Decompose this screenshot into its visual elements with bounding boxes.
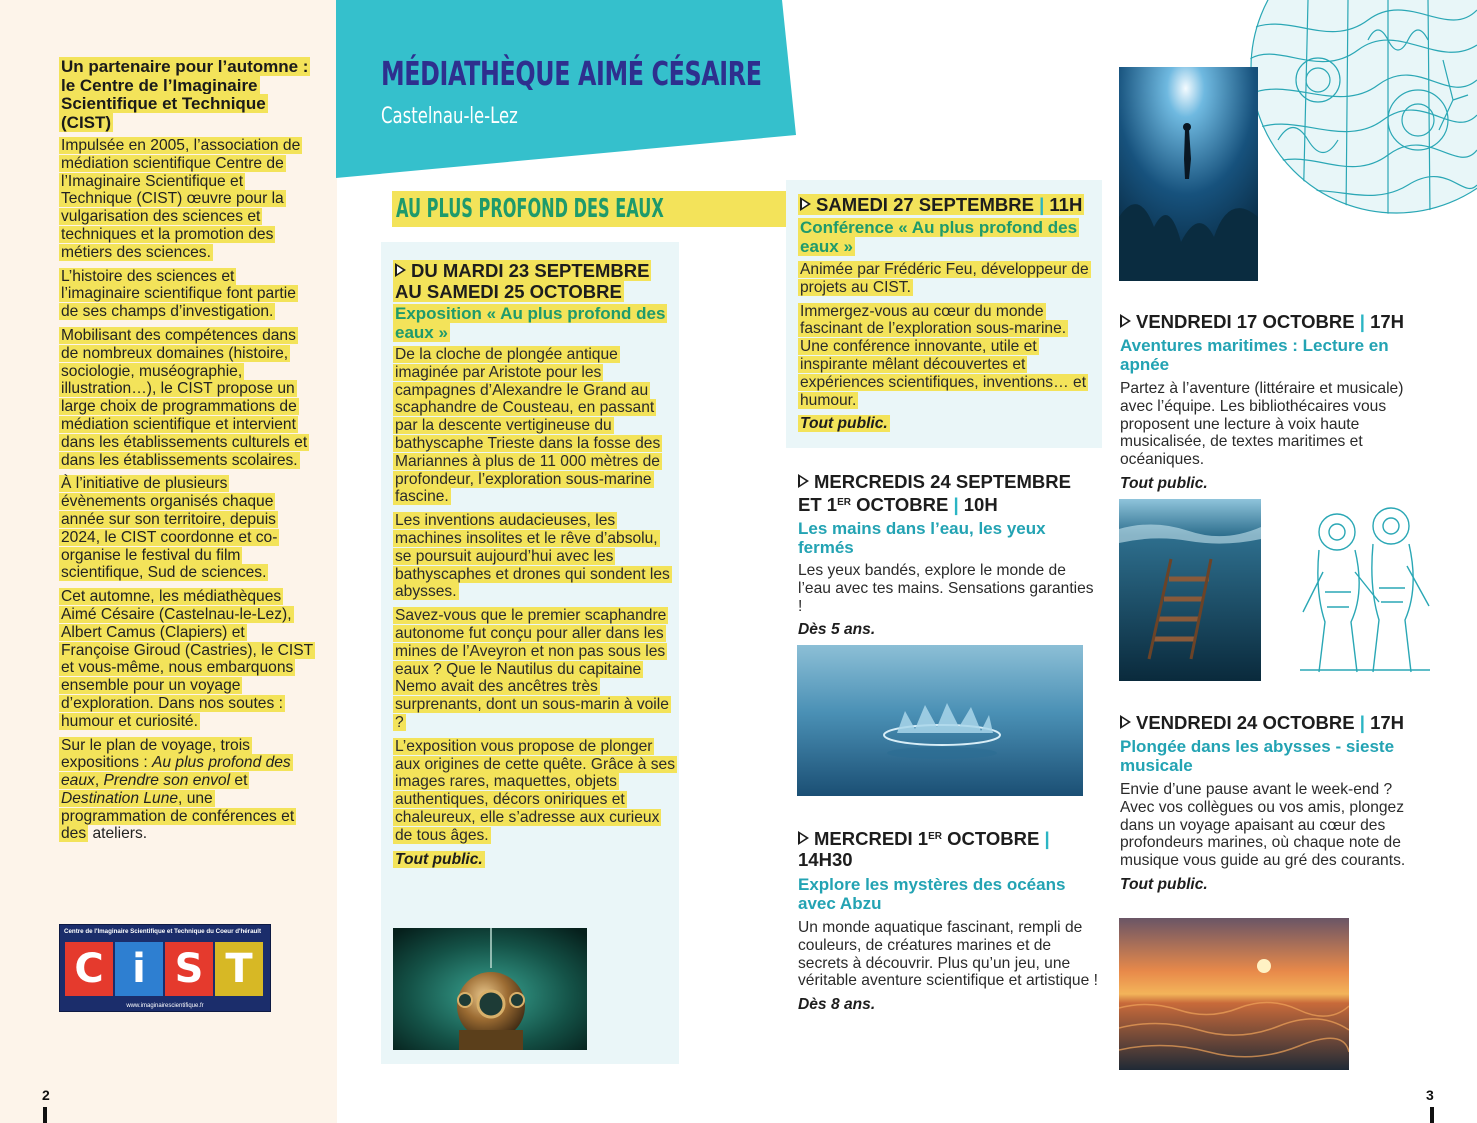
cist-logo [59,924,271,1012]
logo-letter: i [115,942,163,996]
abzu-event [798,826,1098,1014]
event-audience: Tout public. [1120,474,1208,492]
play-arrow-icon [798,474,809,488]
cist-title: Un partenaire pour l’automne : le Centre de l’Imaginaire Scientifique et Technique (CIST) [61,57,309,132]
page-number-right: 3 [1426,1087,1434,1103]
diver-descending-photo [1119,67,1258,281]
event-description: Envie d’une pause avant le week-end ? Avec vos collègues ou vos amis, plongez dans un voyage apaisant au cœur des profondeurs marines, où chaque note de musique vous guide au gré des courants. [1120,781,1406,870]
event-description: Animée par Frédéric Feu, développeur de projets au CIST. Immergez-vous au cœur du monde fascinant de l’exploration sous-marine. Une conférence innovante, utile et inspirante mêlant découvertes et expériences scientifiques, inventions… et humour. [800,261,1089,409]
theme-title: AU PLUS PROFOND DES EAUX [392,191,832,227]
venue-city: Castelnau-le-Lez [381,104,518,129]
play-arrow-icon [800,197,811,211]
event-title: Les mains dans l’eau, les yeux fermés [798,519,1046,557]
logo-url: www.imaginairescientifique.fr [126,1003,204,1009]
cist-presentation [59,58,315,849]
logo-tagline: Centre de l'Imaginaire Scientifique et Technique du Coeur d'hérault [64,928,262,935]
conference-card [798,194,1098,433]
diving-helmet-photo [393,928,587,1050]
lecture-event [1120,311,1425,493]
event-date: MERCREDIS 24 SEPTEMBRE ET 1ER OCTOBRE | 10H [798,471,1071,515]
event-date: DU MARDI 23 SEPTEMBRE AU SAMEDI 25 OCTOBRE [395,260,650,302]
cist-paragraph: Cet automne, les médiathèques Aimé Césaire (Castelnau-le-Lez), Albert Camus (Clapiers) et Françoise Giroud (Castries), le CIST et vous-même, nous embarquons ensemble pour un voyage d’exploration. Dans nos soutes : humour et curiosité. [61,588,314,730]
exposition-card [393,260,675,869]
divers-engraving-illustration [1295,502,1435,676]
sieste-event [1120,712,1425,894]
event-date: VENDREDI 17 OCTOBRE | 17H [1120,311,1425,332]
logo-letter: T [215,942,263,996]
event-audience: Dès 5 ans. [798,621,876,639]
cist-paragraph: Impulsée en 2005, l’association de médiation scientifique Centre de l’Imaginaire Scientifique et Technique (CIST) œuvre pour la vulgarisation des sciences et techniques et la promotion des métiers des sciences. [61,137,301,261]
cist-paragraph: Mobilisant des compétences dans de nombreux domaines (histoire, sociologie, muséographie, illustration…), le CIST propose un large choix de programmations de médiation scientifique et intervient dans les établissements culturels et dans les établissements scolaires. [61,326,308,469]
sunset-sea-photo [1119,918,1349,1070]
event-audience: Tout public. [395,850,483,868]
event-description: Partez à l’aventure (littéraire et musicale) avec l’équipe. Les bibliothécaires vous proposent une lecture à voix haute musicalisée, de textes maritimes et océaniques. [1120,380,1404,469]
cist-paragraph: À l’initiative de plusieurs évènements organisés chaque année sur son territoire, depuis 2024, le CIST coordonne et co-organise le festival du film scientifique, Sud de sciences. [61,475,278,582]
event-audience: Dès 8 ans. [798,996,876,1014]
event-date: VENDREDI 24 OCTOBRE | 17H [1120,712,1425,733]
venue-title: MÉDIATHÈQUE AIMÉ CÉSAIRE [381,54,762,93]
logo-letter: S [165,942,213,996]
expo-name: Au plus profond des eaux [61,754,291,790]
event-title: Explore les mystères des océans avec Abzu [798,875,1066,913]
water-splash-photo [797,645,1083,796]
play-arrow-icon [1120,715,1131,729]
event-description: Un monde aquatique fascinant, rempli de couleurs, de créatures marines et de secrets à découvrir. Plus qu’un jeu, une véritable aventure scientifique et artistique ! [798,919,1098,990]
page-marker [1430,1107,1434,1123]
event-date: SAMEDI 27 SEPTEMBRE | 11H [798,194,1098,215]
underwater-stairs-photo [1119,499,1261,681]
expo-name: Destination Lune [61,789,179,807]
event-audience: Tout public. [800,415,888,433]
engraving-globe-illustration [1248,0,1477,215]
cist-paragraph: L’histoire des sciences et l’imaginaire scientifique font partie de ses champs d’investigation. [61,267,296,321]
cist-last-paragraph: Sur le plan de voyage, trois expositions : Au plus profond des eaux, Prendre son envol et Destination Lune, une programmation de conférences et des ateliers. [61,736,295,843]
event-audience: Tout public. [1120,875,1208,893]
event-title: Plongée dans les abysses - sieste musicale [1120,737,1395,775]
event-title: Aventures maritimes : Lecture en apnée [1120,336,1389,374]
logo-letter: C [65,942,113,996]
event-description: Les yeux bandés, explore le monde de l’eau avec tes mains. Sensations garanties ! [798,562,1094,615]
play-arrow-icon [798,831,809,845]
mains-event [798,471,1098,639]
page-marker [43,1107,47,1123]
event-title: Conférence « Au plus profond des eaux » [800,218,1078,256]
event-description: De la cloche de plongée antique imaginée par Aristote pour les campagnes d’Alexandre le Grand au scaphandre de Cousteau, en passant par la descente vertigineuse du bathyscaphe Trieste dans la fosse des Mariannes à plus de 11 000 mètres de profondeur, l’exploration sous-marine fascine. Les inventions audacieuses, les machines insolites et le rêve d’absolu, se poursuit aujourd’hui avec les bathyscaphes et drones qui sondent les abysses. Savez-vous que le premier scaphandre autonome fut conçu pour aller dans les mines de l’Aveyron et non pas sous les eaux ? Que le Nautilus du capitaine Nemo avait des ancêtres très surprenants, dont un sous-marin à voile ? L’exposition vous propose de plonger aux origines de cette quête. Grâce à ses images rares, maquettes, objets authentiques, décors oniriques et chaleureux, elle s’adresse aux curieux de tous âges. [395,346,675,844]
page-number-left: 2 [42,1087,50,1103]
event-date: MERCREDI 1ER OCTOBRE | 14H30 [798,828,1050,870]
event-title: Exposition « Au plus profond des eaux » [395,304,666,342]
play-arrow-icon [395,263,406,277]
play-arrow-icon [1120,314,1131,328]
expo-name: Prendre son envol [103,772,231,790]
